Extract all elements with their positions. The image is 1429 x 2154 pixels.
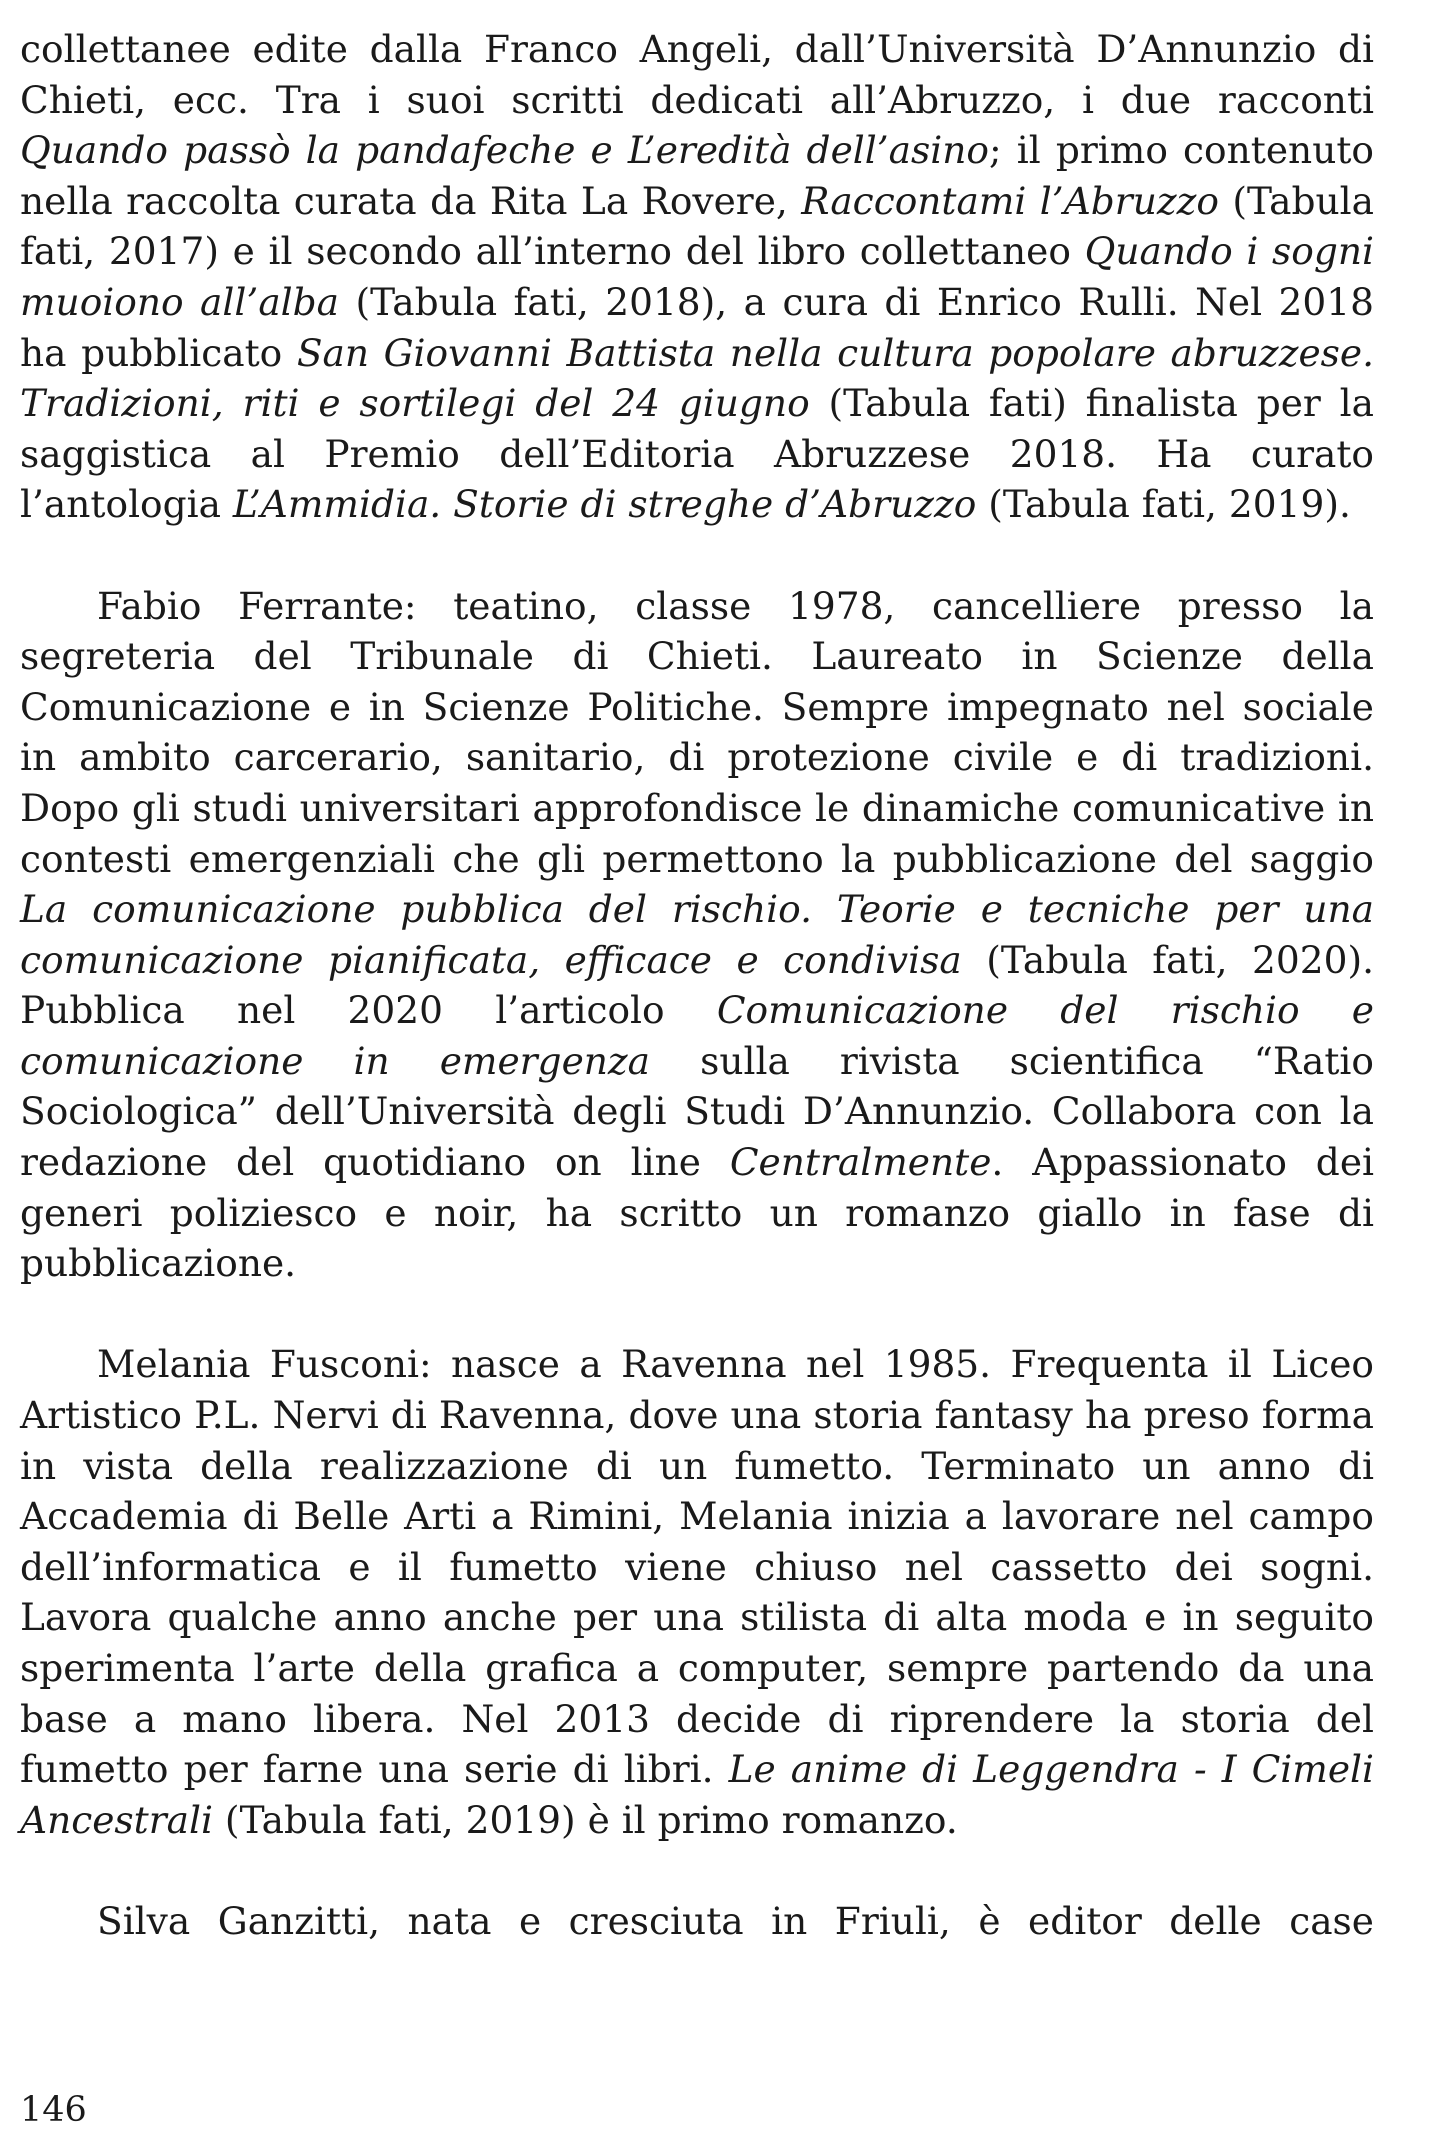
book-title: Raccontami l’Abruzzo [801, 178, 1219, 223]
article-title: Comunicazione del rischio e comunicazione in emergenza [20, 988, 1374, 1083]
document-body [20, 24, 1374, 1947]
publication-title: Centralmente [729, 1140, 992, 1185]
paragraph-spacer [20, 530, 1374, 581]
book-title: Quando i sogni muoiono all’alba [20, 229, 1374, 324]
paragraph-spacer [20, 1845, 1374, 1896]
book-title: San Giovanni Battista nella cultura popolare abruzzese. Tradizioni, riti e sortilegi del 24 giugno [20, 330, 1374, 426]
book-title: La comunicazione pubblica del rischio. Teorie e tecniche per una comunicazione pianificata, efficace e condivisa [20, 887, 1374, 982]
paragraph-biography-ganzitti: Silva Ganzitti, nata e cresciuta in Friuli, è editor delle case [97, 1898, 1374, 1943]
book-title: Quando passò la pandafeche e L’eredità dell’asino [20, 128, 989, 173]
paragraph-spacer [20, 1289, 1374, 1340]
book-title: Le anime di Leggendra - I Cimeli Ancestrali [20, 1747, 1375, 1842]
page-number: 146 [20, 2090, 87, 2130]
paragraph-biography-continued: collettanee edite dalla Franco Angeli, dall’Università D’Annunzio di Chieti, ecc. Tra i suoi scritti dedicati all’Abruzzo, i due racconti Quando passò la pandafeche e L’eredità dell’asino; il primo contenuto nella raccolta curata da Rita La Rovere, Raccontami l’Abruzzo (Tabula fati, 2017) e il secondo all’interno del libro collettaneo Quando i sogni muoiono all’alba (Tabula fati, 2018), a cura di Enrico Rulli. Nel 2018 ha pubblicato San Giovanni Battista nella cultura popolare abruzzese. Tradizioni, riti e sortilegi del 24 giugno (Tabula fati) finalista per la saggistica al Premio dell’Editoria Abruzzese 2018. Ha curato l’antologia L’Ammidia. Storie di streghe d’Abruzzo (Tabula fati, 2019). [20, 27, 1375, 527]
book-title: L’Ammidia. Storie di streghe d’Abruzzo [232, 482, 977, 527]
paragraph-biography-fusconi: Melania Fusconi: nasce a Ravenna nel 1985. Frequenta il Liceo Artistico P.L. Nervi di Ravenna, dove una storia fantasy ha preso forma in vista della realizzazione di un fumetto. Terminato un anno di Accademia di Belle Arti a Rimini, Melania inizia a lavorare nel campo dell’informatica e il fumetto viene chiuso nel cassetto dei sogni. Lavora qualche anno anche per una stilista di alta moda e in seguito sperimenta l’arte della grafica a computer, sempre partendo da una base a mano libera. Nel 2013 decide di riprendere la storia del fumetto per farne una serie di libri. Le anime di Leggendra - I Cimeli Ancestrali (Tabula fati, 2019) è il primo romanzo. [20, 1342, 1375, 1842]
paragraph-biography-ferrante: Fabio Ferrante: teatino, classe 1978, cancelliere presso la segreteria del Tribunale di Chieti. Laureato in Scienze della Comunicazione e in Scienze Politiche. Sempre impegnato nel sociale in ambito carcerario, sanitario, di protezione civile e di tradizioni. Dopo gli studi universitari approfondisce le dinamiche comunicative in contesti emergenziali che gli permettono la pubblicazione del saggio La comunicazione pubblica del rischio. Teorie e tecniche per una comunicazione pianificata, efficace e condivisa (Tabula fati, 2020). Pubblica nel 2020 l’articolo Comunicazione del rischio e comunicazione in emergenza sulla rivista scientifica “Ratio Sociologica” dell’Università degli Studi D’Annunzio. Collabora con la redazione del quotidiano on line Centralmente. Appassionato dei generi poliziesco e noir, ha scritto un romanzo giallo in fase di pubblicazione. [20, 583, 1374, 1286]
